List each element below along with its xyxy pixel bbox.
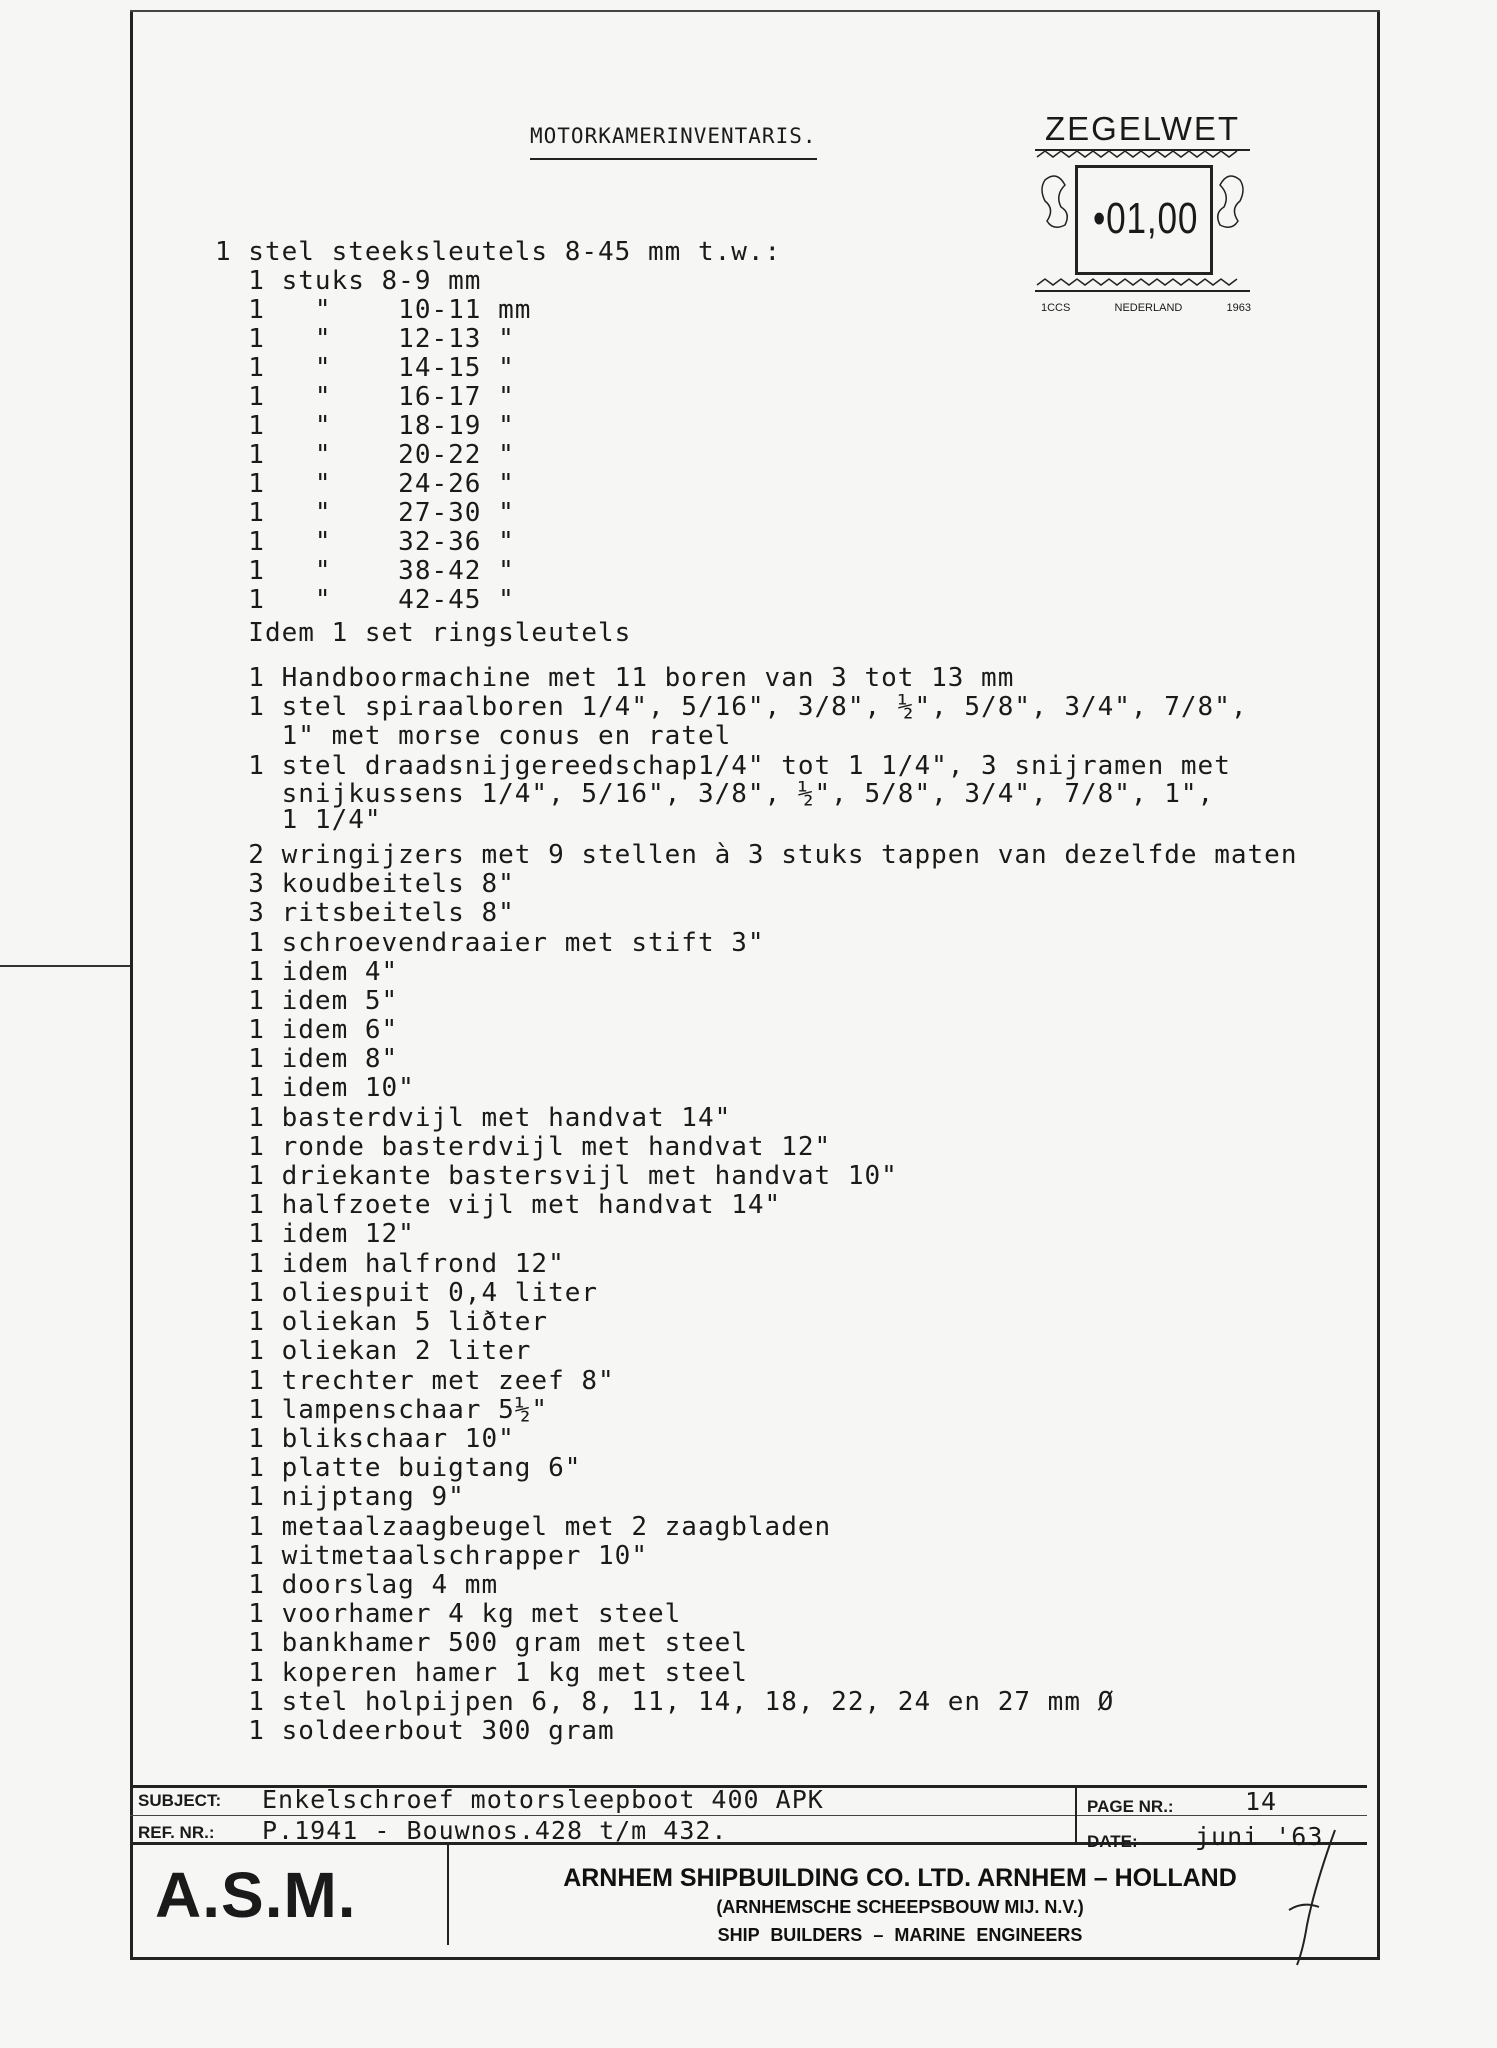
inventory-line: 1 " 27-30 ": [215, 498, 515, 528]
inventory-line: 1 blikschaar 10": [215, 1424, 515, 1454]
inventory-line: 1 " 14-15 ": [215, 353, 515, 383]
inventory-line: 1 " 24-26 ": [215, 469, 515, 499]
inventory-line: 1 halfzoete vijl met handvat 14": [215, 1190, 782, 1220]
signature-mark-icon: [1285, 1825, 1345, 1970]
inventory-line: 1 oliekan 2 liter: [215, 1336, 532, 1366]
inventory-line: 1 oliespuit 0,4 liter: [215, 1278, 599, 1308]
inventory-line: 1 " 12-13 ": [215, 324, 515, 354]
inventory-line: 1 idem 10": [215, 1073, 415, 1103]
inventory-line: 3 ritsbeitels 8": [215, 898, 515, 928]
subject-label: SUBJECT:: [138, 1791, 222, 1810]
inventory-line: 1 " 10-11 mm: [215, 295, 532, 325]
inventory-line: 1 witmetaalschrapper 10": [215, 1541, 648, 1571]
date-label: DATE:: [1087, 1832, 1138, 1851]
inventory-line: 1 soldeerbout 300 gram: [215, 1716, 615, 1746]
inventory-line: 1 platte buigtang 6": [215, 1453, 582, 1483]
inventory-line: 1 idem 6": [215, 1015, 399, 1045]
inventory-line: 1 oliekan 5 liðter: [215, 1307, 549, 1337]
page-label: PAGE NR.:: [1087, 1797, 1174, 1816]
inventory-line: 1 idem 12": [215, 1219, 415, 1249]
inventory-line: 1 idem 5": [215, 986, 399, 1016]
inventory-line: 1 idem 8": [215, 1044, 399, 1074]
date-value: juni '63: [1195, 1822, 1324, 1851]
inventory-line: 1 stel steeksleutels 8-45 mm t.w.:: [215, 237, 782, 267]
inventory-line: 1 driekante bastersvijl met handvat 10": [215, 1161, 898, 1191]
inventory-line: 1 lampenschaar 5½": [215, 1395, 549, 1425]
stamp-value: •01,00: [1093, 194, 1199, 243]
stamp-footer-left: 1CCS: [1041, 302, 1071, 314]
inventory-line: 1 " 20-22 ": [215, 440, 515, 470]
inventory-line: 1 1/4": [215, 805, 382, 835]
inventory-line: 1 nijptang 9": [215, 1482, 465, 1512]
page-value: 14: [1245, 1787, 1278, 1816]
company-tagline: SHIP BUILDERS – MARINE ENGINEERS: [717, 1925, 1083, 1945]
inventory-line: 1 Handboormachine met 11 boren van 3 tot 13 mm: [215, 663, 1015, 693]
ref-label: REF. NR.:: [138, 1823, 215, 1842]
inventory-line: 1 trechter met zeef 8": [215, 1366, 615, 1396]
stamp-footer-center: NEDERLAND: [1114, 302, 1183, 314]
inventory-line: 1 idem halfrond 12": [215, 1249, 565, 1279]
inventory-line: 1 " 16-17 ": [215, 382, 515, 412]
footer-logo-divider: [447, 1845, 449, 1945]
inventory-line: 1 voorhamer 4 kg met steel: [215, 1599, 682, 1629]
inventory-line: 1 stel holpijpen 6, 8, 11, 14, 18, 22, 24 en 27 mm Ø: [215, 1687, 1115, 1717]
inventory-line: 1 stuks 8-9 mm: [215, 266, 482, 296]
inventory-line: 1 metaalzaagbeugel met 2 zaagbladen: [215, 1512, 832, 1542]
company-dutch-name: (ARNHEMSCHE SCHEEPSBOUW MIJ. N.V.): [716, 1897, 1084, 1917]
company-logo: A.S.M.: [155, 1859, 357, 1931]
inventory-line: Idem 1 set ringsleutels: [215, 618, 632, 648]
company-block: [460, 1862, 1340, 1950]
inventory-line: 1 stel draadsnijgereedschap1/4" tot 1 1/4", 3 snijramen met: [215, 751, 1231, 781]
inventory-line: 1 koperen hamer 1 kg met steel: [215, 1658, 748, 1688]
inventory-line: 1 " 32-36 ": [215, 527, 515, 557]
inventory-line: 1 basterdvijl met handvat 14": [215, 1103, 732, 1133]
stamp-title: ZEGELWET: [1044, 110, 1241, 147]
subject-value: Enkelschroef motorsleepboot 400 APK: [262, 1785, 824, 1814]
inventory-line: 1 idem 4": [215, 957, 399, 987]
inventory-line: 1 schroevendraaier met stift 3": [215, 928, 765, 958]
footer-column-divider: [1075, 1785, 1077, 1845]
ref-value: P.1941 - Bouwnos.428 t/m 432.: [262, 1816, 728, 1845]
inventory-line: 1 bankhamer 500 gram met steel: [215, 1628, 748, 1658]
inventory-line: 2 wringijzers met 9 stellen à 3 stuks tappen van dezelfde maten: [215, 840, 1298, 870]
inventory-line: 1 " 38-42 ": [215, 556, 515, 586]
inventory-line: 1 ronde basterdvijl met handvat 12": [215, 1132, 832, 1162]
stamp-footer-right: 1963: [1226, 302, 1251, 314]
inventory-line: 1 " 18-19 ": [215, 411, 515, 441]
inventory-line: snijkussens 1/4", 5/16", 3/8", ½", 5/8", 3/4", 7/8", 1",: [215, 779, 1215, 809]
inventory-line: 3 koudbeitels 8": [215, 869, 515, 899]
inventory-line: 1 doorslag 4 mm: [215, 1570, 499, 1600]
inventory-line: 1 stel spiraalboren 1/4", 5/16", 3/8", ½", 5/8", 3/4", 7/8",: [215, 692, 1248, 722]
company-name: ARNHEM SHIPBUILDING CO. LTD. ARNHEM – HOLLAND: [563, 1864, 1237, 1892]
document-title: MOTORKAMERINVENTARIS.: [530, 124, 817, 160]
inventory-line: 1 " 42-45 ": [215, 585, 515, 615]
inventory-line: 1" met morse conus en ratel: [215, 721, 732, 751]
